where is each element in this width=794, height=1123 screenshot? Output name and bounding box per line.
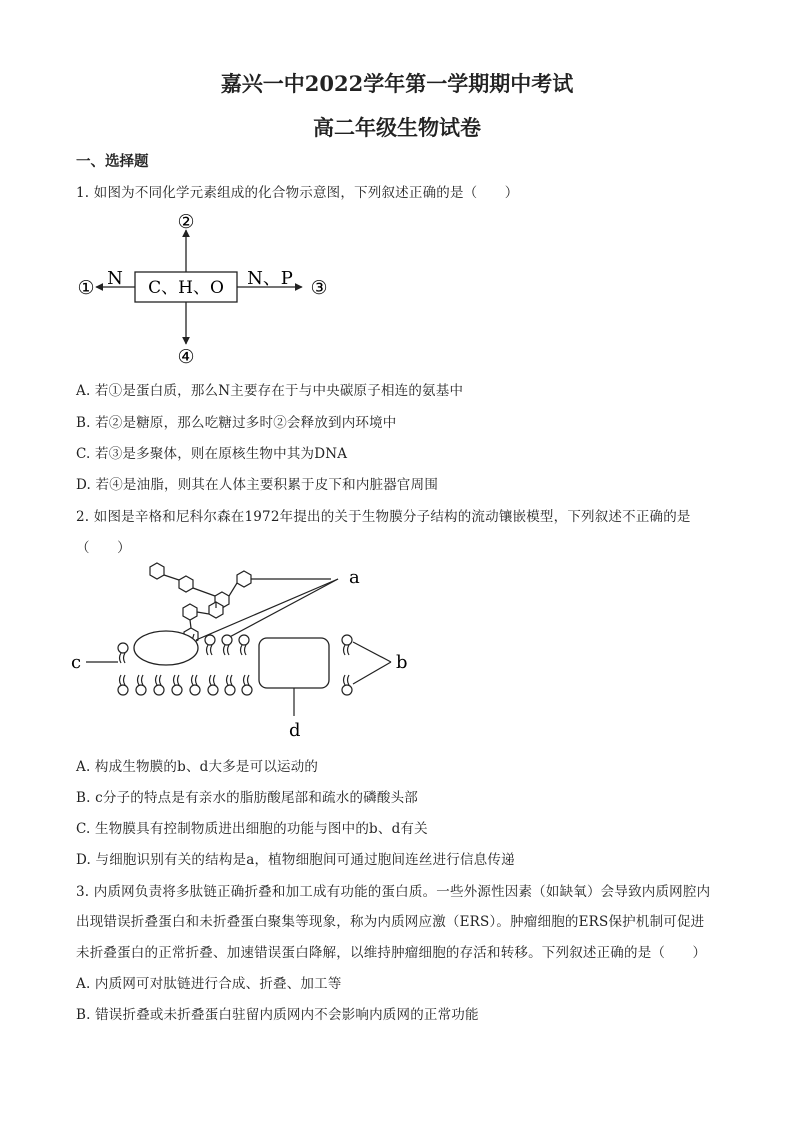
q3-option-b: B. 错误折叠或未折叠蛋白驻留内质网内不会影响内质网的正常功能	[76, 1007, 479, 1023]
q2-stem-line2: （ ）	[76, 540, 131, 556]
q3-option-a: A. 内质网可对肽链进行合成、折叠、加工等	[76, 976, 342, 992]
right-element-label: N、P	[247, 268, 293, 289]
left-element-label: N	[107, 268, 123, 289]
q2-option-a: A. 构成生物膜的b、d大多是可以运动的	[76, 759, 319, 775]
q2-stem-line1: 2. 如图是辛格和尼科尔森在1972年提出的关于生物膜分子结构的流动镶嵌模型，下列叙述不正确的是	[76, 509, 691, 525]
q2-option-c: C. 生物膜具有控制物质进出细胞的功能与图中的b、d有关	[76, 821, 428, 837]
label-1: ①	[77, 277, 95, 299]
exam-subtitle: 高二年级生物试卷	[313, 115, 481, 140]
label-3: ③	[310, 277, 328, 299]
q3-stem-line3: 未折叠蛋白的正常折叠、加速错误蛋白降解，以维持肿瘤细胞的存活和转移。下列叙述正确的是（ ）	[76, 945, 707, 961]
hexagon	[179, 576, 193, 592]
hexagon	[237, 571, 251, 587]
q1-option-c: C. 若③是多聚体，则在原核生物中其为DNA	[76, 446, 348, 462]
hexagon	[183, 604, 197, 620]
b-pointer-top	[353, 642, 391, 662]
label-4: ④	[177, 346, 195, 368]
q1-option-a: A. 若①是蛋白质，那么N主要存在于与中央碳原子相连的氨基中	[76, 383, 464, 399]
q2-option-b: B. c分子的特点是有亲水的脂肪酸尾部和疏水的磷酸头部	[76, 790, 418, 806]
q1-option-d: D. 若④是油脂，则其在人体主要积累于皮下和内脏器官周围	[76, 477, 439, 493]
q1-stem: 1. 如图为不同化学元素组成的化合物示意图，下列叙述正确的是（ ）	[76, 185, 519, 201]
glycoprotein	[134, 631, 198, 665]
center-label: C、H、O	[148, 278, 224, 298]
q1-option-b: B. 若②是糖原，那么吃糖过多时②会释放到内环境中	[76, 415, 397, 431]
label-a: a	[349, 567, 360, 588]
b-pointer-bottom	[353, 662, 391, 684]
label-c: c	[71, 652, 82, 673]
hexagon	[150, 563, 164, 579]
label-2: ②	[177, 211, 195, 233]
q2-membrane-diagram	[66, 556, 426, 741]
exam-title: 嘉兴一中2022学年第一学期期中考试	[220, 71, 574, 96]
q2-option-d: D. 与细胞识别有关的结构是a，植物细胞间可通过胞间连丝进行信息传递	[76, 852, 515, 868]
transmembrane-protein	[259, 638, 329, 688]
section-heading: 一、选择题	[76, 153, 149, 170]
q3-stem-line2: 出现错误折叠蛋白和未折叠蛋白聚集等现象，称为内质网应激（ERS）。肿瘤细胞的ERS保护机制可促进	[76, 914, 705, 930]
q1-compound-diagram	[70, 208, 340, 368]
label-b: b	[396, 652, 408, 673]
q3-stem-line1: 3. 内质网负责将多肽链正确折叠和加工成有功能的蛋白质。一些外源性因素（如缺氧）会导致内质网腔内	[76, 884, 711, 900]
label-d: d	[289, 720, 301, 741]
